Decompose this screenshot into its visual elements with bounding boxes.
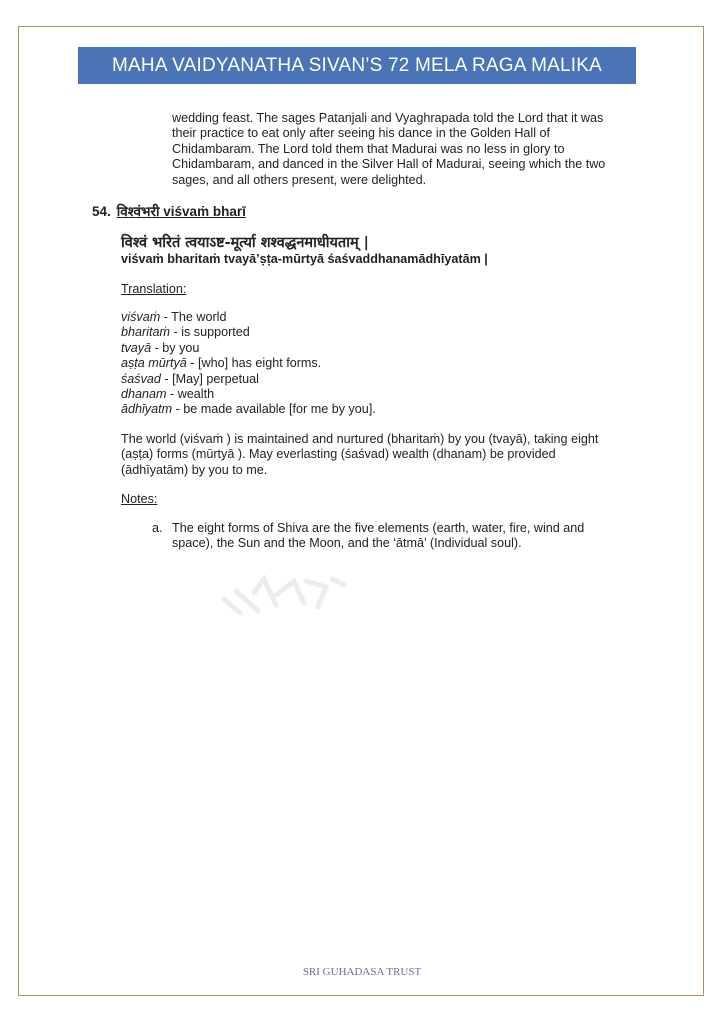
- section-number: 54.: [92, 204, 111, 219]
- intro-line: their practice to eat only after seeing his dance in the Golden Hall of: [172, 126, 551, 141]
- glossary-item: [121, 372, 376, 387]
- intro-line: wedding feast. The sages Patanjali and Vyaghrapada told the Lord that it was: [172, 111, 604, 125]
- meaning-line: (aṣṭa) forms (mūrtyā ). May everlasting (śaśvad) wealth (dhanam) be provided: [121, 447, 556, 462]
- glossary-term: viśvaṁ: [121, 310, 161, 324]
- intro-line: Chidambaram. The Lord told them that Madurai was no less in glory to: [172, 141, 565, 156]
- page-title-banner: [78, 47, 636, 84]
- glossary-term: dhanam: [121, 387, 167, 402]
- glossary-meaning: - is supported: [170, 325, 250, 340]
- verse-devanagari: विश्वं भरितं त्वयाऽष्ट-मूर्त्या शश्वद्धनमाधीयताम् |: [121, 235, 369, 251]
- glossary-term: tvayā: [121, 340, 152, 355]
- note-line: space), the Sun and the Moon, and the ‘ātmā’ (Individual soul).: [172, 536, 522, 551]
- note-item: [152, 521, 622, 552]
- glossary-meaning: - [May] perpetual: [160, 371, 259, 386]
- glossary-meaning: - by you: [151, 340, 200, 355]
- glossary-list: [121, 310, 376, 418]
- intro-line: Chidambaram, and danced in the Silver Hall of Madurai, seeing which the two: [172, 157, 606, 172]
- raga-name: विश्वंभरी viśvaṁ bharī: [116, 204, 246, 219]
- glossary-item: [121, 310, 376, 325]
- glossary-meaning: - be made available [for me by you].: [172, 402, 376, 417]
- notes-label: Notes:: [121, 492, 158, 506]
- page-title: MAHA VAIDYANATHA SIVAN’S 72 MELA RAGA MALIKA: [112, 54, 602, 76]
- glossary-item: [121, 325, 376, 340]
- meaning-line: (ādhīyatām) by you to me.: [121, 462, 268, 477]
- footer-trust-name: SRI GUHADASA TRUST: [302, 966, 422, 978]
- glossary-meaning: - wealth: [166, 387, 215, 402]
- glossary-meaning: - The world: [160, 310, 227, 324]
- note-marker: a.: [152, 521, 163, 535]
- glossary-item: [121, 356, 376, 371]
- section-heading: [92, 202, 246, 220]
- glossary-item: [121, 402, 376, 417]
- watermark-graphic: [220, 573, 360, 618]
- translation-label: Translation:: [121, 282, 187, 296]
- verse-transliteration: viśvaṁ bharitaṁ tvayā’ṣṭa-mūrtyā śaśvaddhanamādhīyatām |: [121, 252, 488, 266]
- glossary-term: ādhīyatm: [121, 402, 173, 417]
- intro-line: sages, and all others present, were delighted.: [172, 172, 427, 187]
- note-text: [172, 521, 622, 552]
- glossary-term: bharitaṁ: [121, 325, 170, 340]
- glossary-term: śaśvad: [121, 371, 161, 386]
- glossary-item: [121, 387, 376, 402]
- verse-block: [121, 234, 488, 267]
- meaning-paragraph: [121, 432, 641, 478]
- meaning-line: The world (viśvaṁ ) is maintained and nurtured (bharitaṁ) by you (tvayā), taking eight: [121, 432, 599, 446]
- intro-paragraph: [172, 111, 642, 188]
- glossary-item: [121, 341, 376, 356]
- glossary-term: aṣṭa mūrtyā: [121, 356, 187, 371]
- note-line: The eight forms of Shiva are the five elements (earth, water, fire, wind and: [172, 521, 585, 535]
- glossary-meaning: - [who] has eight forms.: [186, 356, 322, 371]
